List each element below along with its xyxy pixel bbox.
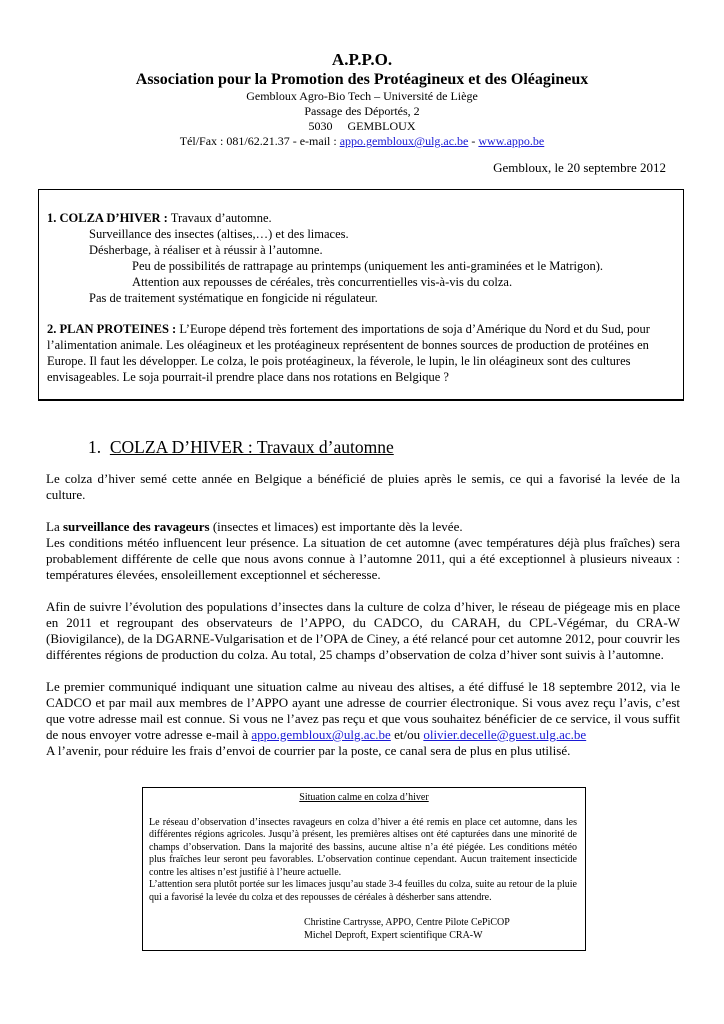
- summary-item-2: [47, 321, 675, 385]
- address-line-1: Gembloux Agro-Bio Tech – Université de Liège: [246, 89, 478, 103]
- paragraph-1: Le colza d’hiver semé cette année en Belgique a bénéficié de pluies après le semis, ce qui a favorisé la levée de la culture.: [46, 471, 680, 502]
- summary-sub-1: Surveillance des insectes (altises,…) et des limaces.: [89, 227, 349, 241]
- contact-separator: -: [468, 134, 479, 148]
- contact-line: [0, 134, 724, 149]
- info-box-body: [149, 817, 577, 943]
- p2-rest: Les conditions météo influencent leur présence. La situation de cet automne (avec températures déjà plus fraîches) sera probablement différente de celle que nous avons connue à l’automne 2011, qui a été exceptionnel à plusieurs niveaux : températures élevées, ensoleillement exceptionnel et sécheresse.: [46, 535, 680, 582]
- section-1-number: 1.: [88, 437, 102, 457]
- summary-item-2-label: 2. PLAN PROTEINES :: [47, 322, 177, 336]
- postcode: 5030: [308, 119, 333, 133]
- section-1-title: COLZA D’HIVER : Travaux d’automne: [109, 437, 394, 457]
- p2-pre: La: [46, 519, 63, 534]
- summary-item-1-label: 1. COLZA D’HIVER :: [47, 211, 168, 225]
- signature-1: Christine Cartrysse, APPO, Centre Pilote CePiCOP: [304, 917, 510, 928]
- header-email-link[interactable]: appo.gembloux@ulg.ac.be: [339, 134, 469, 148]
- org-acronym: A.P.P.O.: [331, 50, 393, 69]
- contact-prefix: Tél/Fax : 081/62.21.37 - e-mail :: [179, 134, 340, 148]
- summary-box: [38, 189, 684, 401]
- org-full-name: Association pour la Promotion des Protéagineux et des Oléagineux: [135, 71, 589, 88]
- signature-2: Michel Deproft, Expert scientifique CRA-W: [304, 929, 483, 941]
- city: GEMBLOUX: [347, 119, 416, 133]
- p4-mid: et/ou: [390, 727, 424, 742]
- summary-item-2-text: L’Europe dépend très fortement des importations de soja d’Amérique du Nord et du Sud, pour l’alimentation animale. Les oléagineux et les protéagineux représentent de bonnes sources de production de protéines en Europe. Il faut les développer. Le colza, le pois protéagineux, la féverole, le lupin, le lin oléagineux sont des cultures envisageables. Le soja pourrait-il prendre place dans nos rotations en Belgique ?: [47, 322, 650, 384]
- body-email-link-1[interactable]: appo.gembloux@ulg.ac.be: [251, 727, 391, 742]
- p4-end: A l’avenir, pour réduire les frais d’envoi de courrier par la poste, ce canal sera de plus en plus utilisé.: [46, 743, 571, 758]
- summary-sub-2: Désherbage, à réaliser et à réussir à l’automne.: [89, 243, 323, 257]
- website-link[interactable]: www.appo.be: [478, 134, 545, 148]
- info-box-title: Situation calme en colza d’hiver: [299, 792, 429, 803]
- info-box: [142, 787, 586, 951]
- address-postcode-city: [0, 119, 724, 134]
- letterhead: [0, 50, 724, 149]
- section-1-heading: [88, 437, 394, 458]
- paragraph-4: [46, 679, 680, 759]
- summary-item-1-text: Travaux d’automne.: [167, 211, 272, 225]
- address-line-2: Passage des Déportés, 2: [304, 104, 420, 118]
- p2-post: (insectes et limaces) est importante dès la levée.: [209, 519, 463, 534]
- paragraph-3: Afin de suivre l’évolution des populations d’insectes dans la culture de colza d’hiver, le réseau de piégeage mis en place en 2011 et regroupant des observateurs de l’APPO, du CADCO, du CARAH, du CPL-Végémar, du CRA-W (Biovigilance), de la DGARNE-Vulgarisation et de l’OPA de Ciney, a été relancé pour cet automne 2012, pour couvrir les différentes régions de production du colza. Au total, 25 champs d’observation de colza d’hiver sont suivis à l’automne.: [46, 599, 680, 662]
- signatures: [149, 917, 577, 942]
- date-line: Gembloux, le 20 septembre 2012: [493, 160, 666, 175]
- summary-item-1: [47, 210, 675, 226]
- summary-sub-2b: Attention aux repousses de céréales, très concurrentielles vis-à-vis du colza.: [132, 275, 513, 289]
- summary-sub-2a: Peu de possibilités de rattrapage au printemps (uniquement les anti-graminées et le Matrigon).: [132, 259, 604, 273]
- info-box-text-1: Le réseau d’observation d’insectes ravageurs en colza d’hiver a été remis en place cet automne, dans les différentes régions agricoles. Jusqu’à présent, les premières altises ont été capturées dans une minorité de champs d’observation. Dans la majorité des bassins, aucune altise n’a été piégée. Les conditions météo plus fraîches leur seront peu favorables. L’observation continue cependant. Aucun traitement insecticide contre les altises n’est justifié à l’heure actuelle.: [149, 816, 577, 878]
- body-email-link-2[interactable]: olivier.decelle@guest.ulg.ac.be: [423, 727, 587, 742]
- info-box-text-2: L’attention sera plutôt portée sur les limaces jusqu’au stade 3-4 feuilles du colza, suite au retour de la pluie qui a favorisé la levée du colza et des repousses de céréales à désherber sans attendre.: [149, 879, 577, 903]
- summary-sub-3: Pas de traitement systématique en fongicide ni régulateur.: [89, 291, 378, 305]
- section-1-body: [46, 471, 680, 775]
- p4-text: Le premier communiqué indiquant une situation calme au niveau des altises, a été diffusé le 18 septembre 2012, via le CADCO et par mail aux membres de l’APPO ayant une adresse de courrier électronique. Si vous avez reçu l’avis, c’est que votre adresse mail est connue. Si vous ne l’avez pas reçu et que vous souhaitez bénéficier de ce service, il vous suffit de nous envoyer votre adresse e-mail à: [46, 679, 680, 742]
- p2-bold: surveillance des ravageurs: [62, 519, 210, 534]
- paragraph-2: [46, 519, 680, 583]
